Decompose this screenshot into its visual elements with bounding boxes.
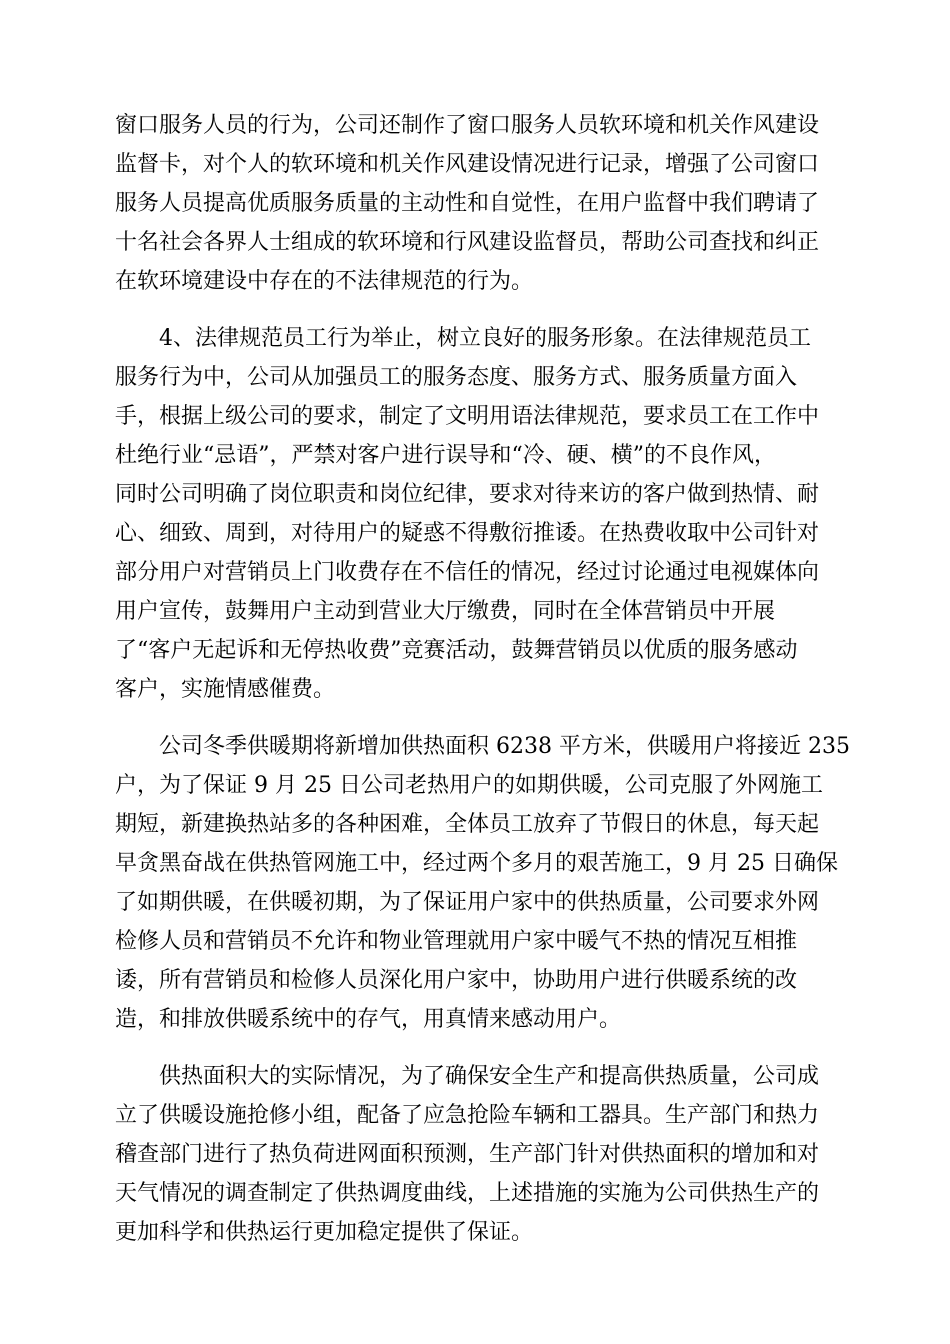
text-line: 期短，新建换热站多的各种困难，全体员工放弃了节假日的休息，每天起: [115, 812, 820, 837]
text-line: 了如期供暖，在供暖初期，为了保证用户家中的供热质量，公司要求外网: [115, 890, 820, 915]
text-line: 立了供暖设施抢修小组，配备了应急抢险车辆和工器具。生产部门和热力: [115, 1103, 820, 1128]
text-line: 窗口服务人员的行为，公司还制作了窗口服务人员软环境和机关作风建设: [115, 113, 820, 138]
text-line: 客户，实施情感催费。: [115, 677, 336, 702]
text-line: 在软环境建设中存在的不法律规范的行为。: [115, 269, 534, 294]
text-line: 公司冬季供暖期将新增加供热面积 6238 平方米，供暖用户将接近 235: [159, 734, 850, 759]
text-line: 心、细致、周到，对待用户的疑惑不得敷衍推诿。在热费收取中公司针对: [115, 521, 820, 546]
text-line: 十名社会各界人士组成的软环境和行风建设监督员，帮助公司查找和纠正: [115, 230, 820, 255]
text-line: 稽查部门进行了热负荷进网面积预测，生产部门针对供热面积的增加和对: [115, 1142, 820, 1167]
text-line: 早贪黑奋战在供热管网施工中，经过两个多月的艰苦施工，9 月 25 日确保: [115, 851, 838, 876]
text-line: 服务人员提高优质服务质量的主动性和自觉性，在用户监督中我们聘请了: [115, 191, 820, 216]
paragraph-2: [115, 319, 835, 709]
text-line: 户，为了保证 9 月 25 日公司老热用户的如期供暖，公司克服了外网施工: [115, 773, 823, 798]
text-line: 检修人员和营销员不允许和物业管理就用户家中暖气不热的情况互相推: [115, 929, 798, 954]
text-line: 造，和排放供暖系统中的存气，用真情来感动用户。: [115, 1007, 622, 1032]
text-line: 了“客户无起诉和无停热收费”竞赛活动，鼓舞营销员以优质的服务感动: [115, 638, 798, 663]
text-line: 用户宣传，鼓舞用户主动到营业大厅缴费，同时在全体营销员中开展: [115, 599, 776, 624]
text-line: 天气情况的调查制定了供热调度曲线，上述措施的实施为公司供热生产的: [115, 1181, 820, 1206]
text-line: 诿，所有营销员和检修人员深化用户家中，协助用户进行供暖系统的改: [115, 968, 798, 993]
paragraph-1: [115, 106, 835, 301]
text-line: 更加科学和供热运行更加稳定提供了保证。: [115, 1220, 534, 1245]
document-body: [115, 106, 850, 1270]
text-line: 部分用户对营销员上门收费存在不信任的情况，经过讨论通过电视媒体向: [115, 560, 820, 585]
text-line: 服务行为中，公司从加强员工的服务态度、服务方式、服务质量方面入: [115, 365, 798, 390]
text-line: 杜绝行业“忌语”，严禁对客户进行误导和“冷、硬、横”的不良作风，: [115, 443, 776, 468]
paragraph-4: [115, 1057, 835, 1252]
text-line: 同时公司明确了岗位职责和岗位纪律，要求对待来访的客户做到热情、耐: [115, 482, 820, 507]
text-line: 4、法律规范员工行为举止，树立良好的服务形象。在法律规范员工: [159, 326, 811, 351]
text-line: 手，根据上级公司的要求，制定了文明用语法律规范，要求员工在工作中: [115, 404, 820, 429]
text-line: 监督卡，对个人的软环境和机关作风建设情况进行记录，增强了公司窗口: [115, 152, 820, 177]
paragraph-3: [115, 727, 850, 1039]
text-line: 供热面积大的实际情况，为了确保安全生产和提高供热质量，公司成: [159, 1064, 820, 1089]
